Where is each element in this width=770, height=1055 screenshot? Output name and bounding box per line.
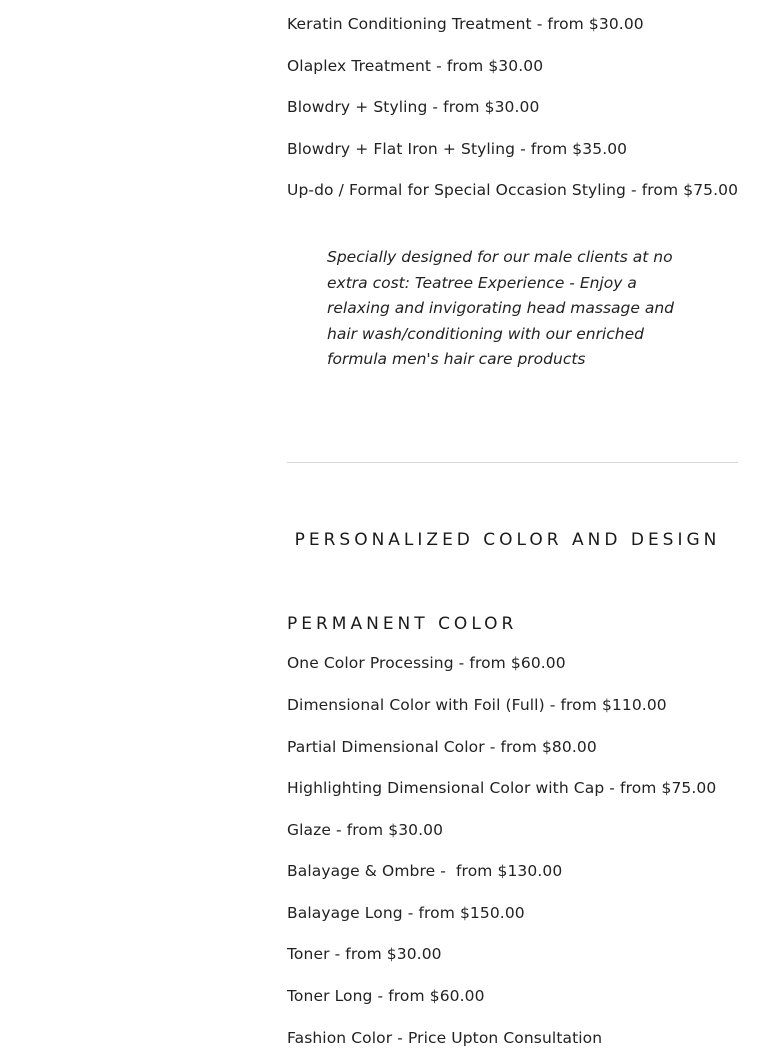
- male-clients-note: Specially designed for our male clients at no extra cost: Teatree Experience - Enjoy a relaxing and invigorating head massage and hair wash/conditioning with our enriched formula men's hair care products: [327, 248, 674, 368]
- section-title: PERSONALIZED COLOR AND DESIGN: [294, 530, 721, 550]
- service-item: Toner Long - from $60.00: [287, 987, 485, 1005]
- subsection-title: PERMANENT COLOR: [287, 614, 518, 634]
- service-item: Partial Dimensional Color - from $80.00: [287, 738, 597, 756]
- service-item: Toner - from $30.00: [287, 945, 442, 963]
- service-item: Keratin Conditioning Treatment - from $30.00: [287, 15, 644, 33]
- service-item: Glaze - from $30.00: [287, 821, 444, 839]
- service-item: Fashion Color - Price Upton Consultation: [287, 1029, 603, 1047]
- service-item: One Color Processing - from $60.00: [287, 654, 566, 672]
- service-item: Blowdry + Flat Iron + Styling - from $35.00: [287, 140, 628, 158]
- service-item: Up-do / Formal for Special Occasion Styling - from $75.00: [287, 181, 739, 199]
- service-item: Balayage Long - from $150.00: [287, 904, 525, 922]
- service-item: Highlighting Dimensional Color with Cap - from $75.00: [287, 779, 717, 797]
- service-item: Balayage & Ombre - from $130.00: [287, 862, 563, 880]
- service-item: Blowdry + Styling - from $30.00: [287, 98, 540, 116]
- service-item: Dimensional Color with Foil (Full) - from $110.00: [287, 696, 667, 714]
- section-divider: [287, 462, 738, 463]
- service-item: Olaplex Treatment - from $30.00: [287, 57, 544, 75]
